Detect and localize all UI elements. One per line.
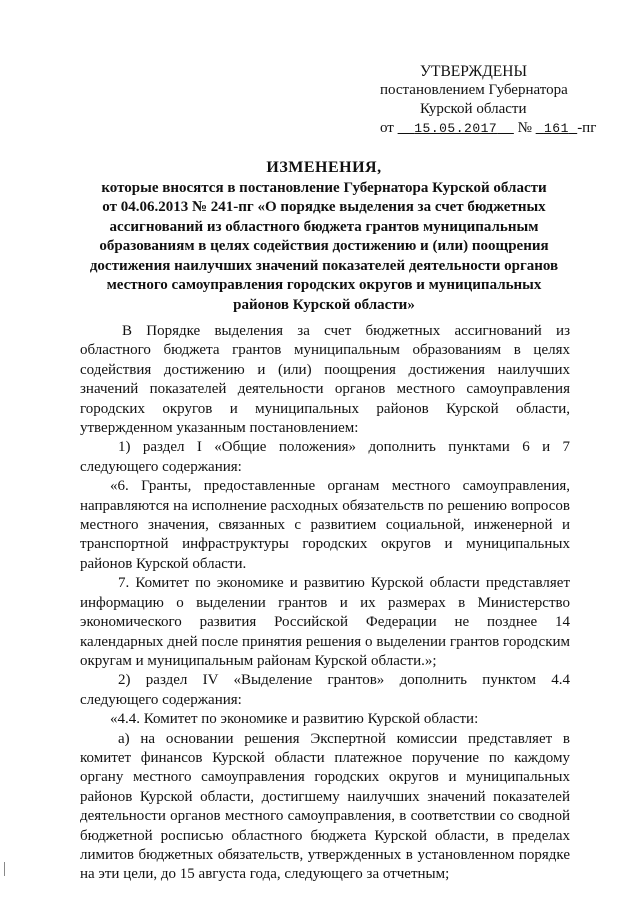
document-title bbox=[78, 158, 570, 315]
title-line: достижения наилучших значений показателей деятельности органов bbox=[89, 257, 559, 274]
scan-edge-mark bbox=[4, 862, 5, 876]
title-main: ИЗМЕНЕНИЯ, bbox=[266, 159, 382, 176]
approval-stamp bbox=[380, 62, 597, 138]
body-paragraph: «4.4. Комитет по экономике и развитию Курской области: bbox=[110, 711, 479, 728]
approval-date-line bbox=[380, 119, 597, 138]
body-paragraph: 1) раздел I «Общие положения» дополнить пунктами 6 и 7 следующего содержания: bbox=[80, 439, 570, 475]
approval-number: 161 bbox=[543, 121, 569, 136]
approval-issuer: постановлением Губернатора bbox=[380, 82, 568, 98]
approval-date: 15.05.2017 bbox=[414, 121, 498, 136]
document-body bbox=[80, 322, 570, 885]
approval-region: Курской области bbox=[420, 101, 527, 117]
number-suffix: -пг bbox=[577, 120, 597, 136]
body-paragraph: В Порядке выделения за счет бюджетных ассигнований из областного бюджета грантов муниципальным образованиям в целях содействия достижению и (или) поощрения достижения наилучших значений показателей деятельности органов местного самоуправления городских округов и муниципальных районов Курской области, утвержденном указанным постановлением: bbox=[80, 323, 570, 437]
body-paragraph: а) на основании решения Экспертной комиссии представляет в комитет финансов Курской области платежное поручение по каждому органу местного самоуправления городских округов и муниципальных районов Курской области, достигшему наилучших значений показателей деятельности органов местного самоуправления, в соответствии со сводной бюджетной росписью областного бюджета Курской области, в пределах лимитов бюджетных обязательств, утвержденных в установленном порядке на эти цели, до 15 августа года, следующего за отчетным; bbox=[80, 730, 570, 883]
number-sign: № bbox=[517, 120, 532, 136]
date-prefix: от bbox=[380, 120, 394, 136]
title-line: образованиям в целях содействия достижению и (или) поощрения bbox=[99, 238, 549, 254]
title-line: которые вносятся в постановление Губернатора Курской области bbox=[101, 179, 547, 196]
approval-heading: УТВЕРЖДЕНЫ bbox=[420, 63, 527, 80]
body-paragraph: 7. Комитет по экономике и развитию Курской области представляет информацию о выделении грантов и их размерах в Министерство экономического развития Российской Федерации не позднее 14 календарных дней после принятия решения о выделении грантов городским округам и муниципальным районам Курской области.»; bbox=[80, 575, 570, 669]
title-line: от 04.06.2013 № 241-пг «О порядке выделения за счет бюджетных bbox=[102, 199, 546, 215]
body-paragraph: 2) раздел IV «Выделение грантов» дополнить пунктом 4.4 следующего содержания: bbox=[80, 672, 570, 708]
title-line: ассигнований из областного бюджета грантов муниципальным bbox=[109, 218, 539, 235]
title-line: местного самоуправления городских округов и муниципальных bbox=[106, 277, 542, 293]
body-paragraph: «6. Гранты, предоставленные органам местного самоуправления, направляются на исполнение расходных обязательств по решению вопросов местного значения, связанных с развитием социальной, инженерной и транспортной инфраструктуры городских округов и муниципальных районов Курской области. bbox=[80, 478, 570, 572]
title-line: районов Курской области» bbox=[233, 296, 415, 313]
